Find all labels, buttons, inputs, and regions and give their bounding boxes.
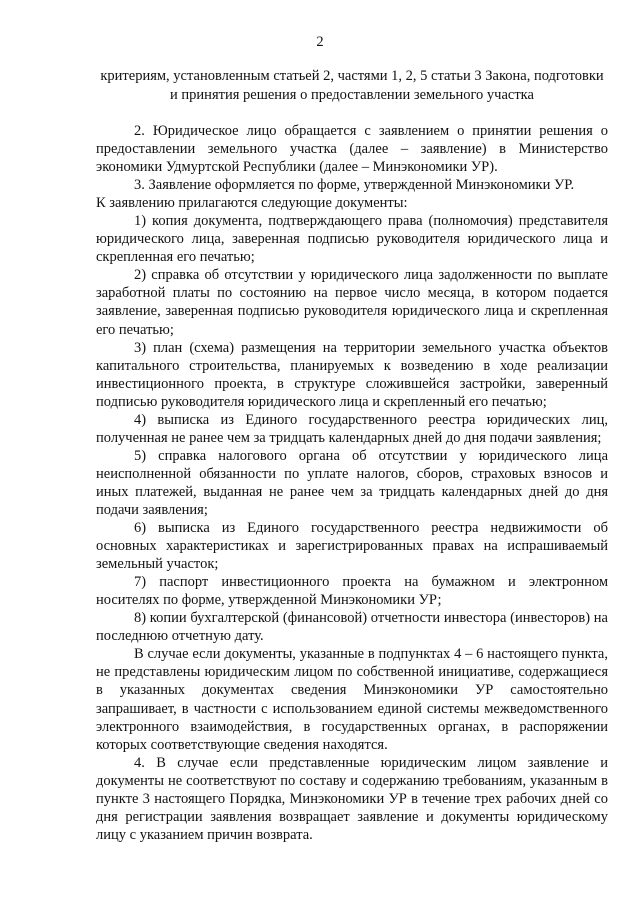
list-item-5: 5) справка налогового органа об отсутствии у юридического лица неисполненной обязанности по уплате налогов, сборов, страховых взносов и иных платежей, выданная не ранее чем за тридцать календарных дней до дня подачи заявления; xyxy=(96,447,608,518)
page-number: 2 xyxy=(316,34,324,50)
list-item-1: 1) копия документа, подтверждающего права (полномочия) представителя юридического лица, заверенная подписью руководителя юридического лица и скрепленная его печатью; xyxy=(96,213,608,266)
list-item-6: 6) выписка из Единого государственного реестра недвижимости об основных характеристиках и зарегистрированных правах на испрашиваемый земельный участок; xyxy=(96,520,608,573)
document-body xyxy=(96,122,608,844)
section-heading: критериям, установленным статьей 2, частями 1, 2, 5 статьи 3 Закона, подготовки и принятия решения о предоставлении земельного участка xyxy=(100,68,604,103)
paragraph-2: 2. Юридическое лицо обращается с заявлением о принятии решения о предоставлении земельного участка (далее – заявление) в Министерство экономики Удмуртской Республики (далее – Минэкономики УР). xyxy=(96,123,608,176)
list-item-3: 3) план (схема) размещения на территории земельного участка объектов капитального строительства, планируемых к возведению в ходе реализации инвестиционного проекта, в структуре сложившейся застройки, заверенный подписью руководителя юридического лица и скрепленный его печатью; xyxy=(96,339,608,410)
paragraph-attachments-intro: К заявлению прилагаются следующие документы: xyxy=(96,195,408,212)
list-item-8: 8) копии бухгалтерской (финансовой) отчетности инвестора (инвесторов) на последнюю отчетную дату. xyxy=(96,610,608,645)
paragraph-4: 4. В случае если представленные юридическим лицом заявление и документы не соответствуют по составу и содержанию требованиям, указанным в пункте 3 настоящего Порядка, Минэкономики УР в течение трех рабочих дней со дня регистрации заявления возвращает заявление и документы юридическому лицу с указанием причин возврата. xyxy=(96,754,608,843)
paragraph-missing-documents: В случае если документы, указанные в подпунктах 4 – 6 настоящего пункта, не представлены юридическим лицом по собственной инициативе, содержащиеся в указанных документах сведения Минэкономики УР самостоятельно запрашивает, в частности с использованием единой системы межведомственного электронного взаимодействия, в государственных органах, в распоряжении которых соответствующие сведения находятся. xyxy=(96,646,608,753)
paragraph-3: 3. Заявление оформляется по форме, утвержденной Минэкономики УР. xyxy=(134,177,575,194)
list-item-2: 2) справка об отсутствии у юридического лица задолженности по выплате заработной платы по состоянию на первое число месяца, в котором подается заявление, заверенная подписью руководителя юридического лица и скрепленная его печатью; xyxy=(96,267,608,338)
list-item-7: 7) паспорт инвестиционного проекта на бумажном и электронном носителях по форме, утвержденной Минэкономики УР; xyxy=(96,574,608,609)
list-item-4: 4) выписка из Единого государственного реестра юридических лиц, полученная не ранее чем за тридцать календарных дней до дня подачи заявления; xyxy=(96,411,608,446)
